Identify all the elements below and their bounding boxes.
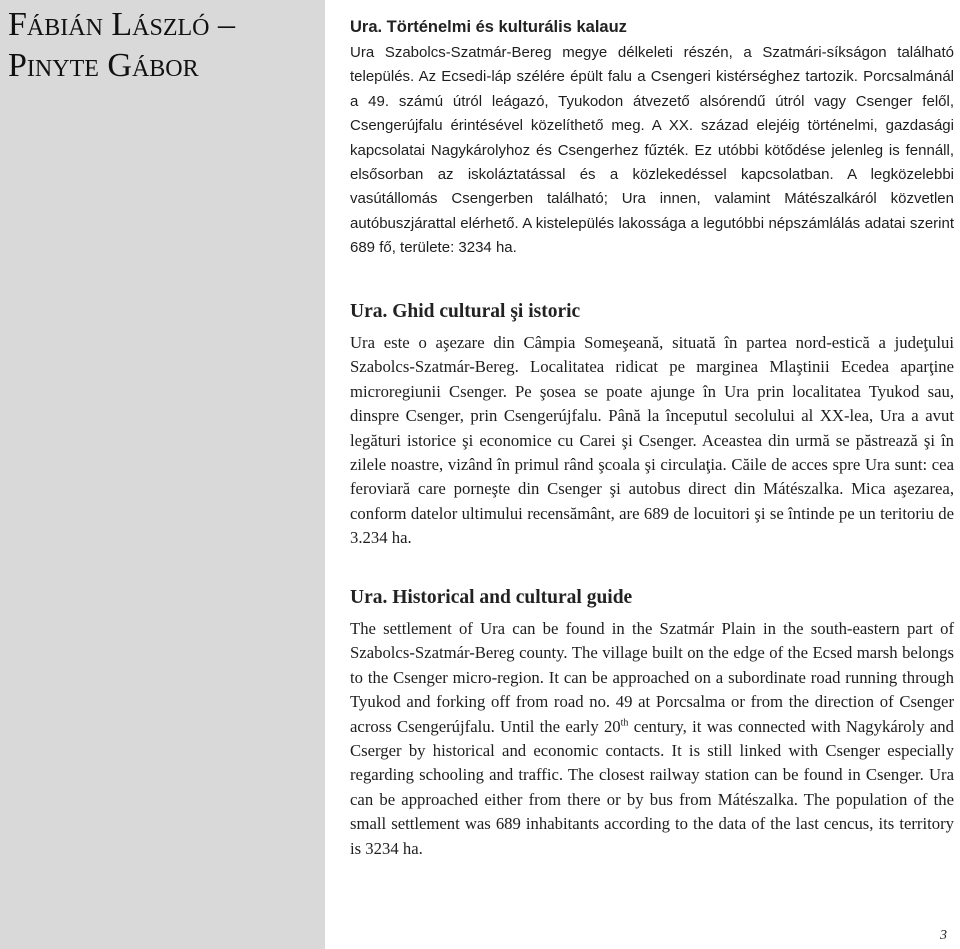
section-heading: Ura. Történelmi és kulturális kalauz	[350, 18, 627, 36]
section-body-part-2: century, it was connected with Nagykároly and Cserger by historical and economic contacts. It is still linked with Csenger especially regarding schooling and traffic. The closest railway station can be found in Csenger. Ura can be approached either from there or by bus from Mátészalka. The population of the small settlement was 689 inhabitants according to the data of the last cencus, its territory is 3234 ha.	[350, 716, 954, 858]
author-line-1: Fábián László –	[8, 6, 236, 43]
section-heading: Ura. Historical and cultural guide	[350, 587, 633, 608]
author-line-2: Pinyte Gábor	[8, 47, 199, 84]
section-body: Ura Szabolcs-Szatmár-Bereg megye délkeleti részén, a Szatmári-síkságon található település. Az Ecsedi-láp szélére épült falu a Csengeri kistérséghez tartozik. Porcsalmánál a 49. számú útról leágazó, Tyukodon átvezető alsórendű útról vagy Csenger felől, Csengerújfalu érintésével közelíthető meg. A XX. század elejéig történelmi, gazdasági kapcsolatai Nagykárolyhoz és Csengerhez fűzték. Ez utóbbi kötődése jelenleg is fennáll, elsősorban az iskoláztatással és a közlekedéssel kapcsolatban. A legközelebbi vasútállomás Csengerben található; Ura innen, valamint Mátészalkáról közvetlen autóbuszjárattal elérhető. A kistelepülés lakossága a legutóbbi népszámlálás adatai szerint 689 fő, területe: 3234 ha.	[350, 44, 954, 257]
section-english	[350, 586, 954, 861]
page-number: 3	[940, 928, 947, 943]
ordinal-suffix: th	[620, 717, 629, 729]
section-body-part-1: The settlement of Ura can be found in the Szatmár Plain in the south-eastern part of Szabolcs-Szatmár-Bereg county. The village built on the edge of the Ecsed marsh belongs to the Csenger micro-region. It can be approached on a subordinate road running through Tyukod and forking off from road no. 49 at Porcsalma or from the direction of Csenger across Csengerújfalu. Until the early 20	[350, 619, 954, 736]
authors-title	[8, 4, 323, 86]
section-romanian	[350, 300, 954, 551]
section-heading: Ura. Ghid cultural şi istoric	[350, 301, 581, 322]
section-hungarian	[350, 17, 954, 261]
section-body	[350, 617, 954, 861]
sidebar	[0, 0, 325, 949]
section-body: Ura este o aşezare din Câmpia Someşeană, situată în partea nord-estică a judeţului Szabolcs-Szatmár-Bereg. Localitatea ridicat pe marginea Mlaştinii Ecedea aparţine microregiunii Csenger. Pe şosea se poate ajunge în Ura prin localitatea Tyukod sau, dinspre Csenger, prin Csengerújfalu. Până la începutul secolului al XX-lea, Ura a avut legături istorice şi economice cu Carei şi Csenger. Aceastea din urmă se păstrează şi în zilele noastre, vizând în primul rând şcoala şi circulaţia. Căile de acces spre Ura sunt: cea feroviară care porneşte din Csenger şi autobus direct din Mátészalka. Mica aşezarea, conform datelor ultimului recensământ, are 689 de locuitori şi se întinde pe un teritoriu de 3.234 ha.	[350, 333, 954, 548]
